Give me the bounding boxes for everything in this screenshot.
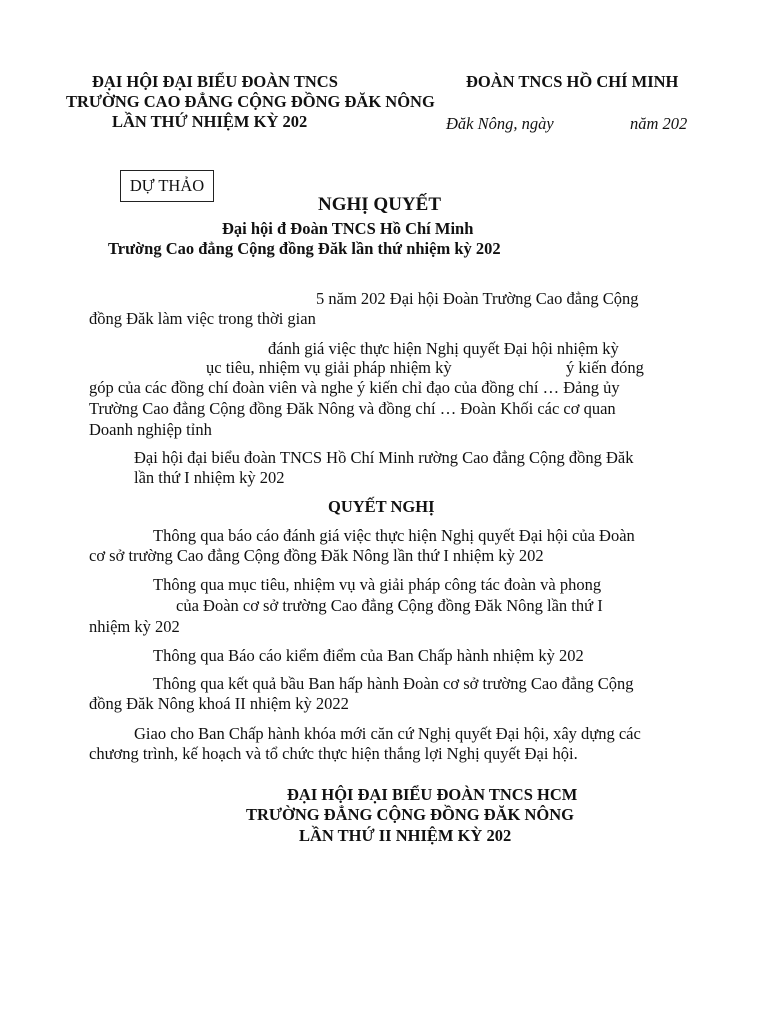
header-year: năm 202 [630,114,688,133]
signature-line3: LẦN THỨ II NHIỆM KỲ 202 [299,826,512,845]
item5-line1: Giao cho Ban Chấp hành khóa mới căn cứ Nghị quyết Đại hội, xây dựng các [134,724,641,743]
item4-line2: đồng Đăk Nông khoá II nhiệm kỳ 2022 [89,694,349,713]
item2-line3: nhiệm kỳ 202 [89,617,180,636]
document-title: NGHỊ QUYẾT [318,194,441,215]
item5-line2: chương trình, kế hoạch và tổ chức thực hiện thắng lợi Nghị quyết Đại hội. [89,744,578,763]
header-left-line2: TRƯỜNG CAO ĐẲNG CỘNG ĐỒNG ĐĂK NÔNG [66,92,435,111]
header-left-line3: LẦN THỨ NHIỆM KỲ 202 [112,112,308,131]
item3-line1: Thông qua Báo cáo kiểm điểm của Ban Chấp hành nhiệm kỳ 202 [153,646,584,665]
intro-p2-line2a: ục tiêu, nhiệm vụ giải pháp nhiệm kỳ [206,358,452,377]
header-left-line1: ĐẠI HỘI ĐẠI BIỂU ĐOÀN TNCS [92,72,338,91]
item4-line1: Thông qua kết quả bầu Ban hấp hành Đoàn cơ sở trường Cao đẳng Cộng [153,674,634,693]
item1-line2: cơ sở trường Cao đẳng Cộng đồng Đăk Nông lần thứ I nhiệm kỳ 202 [89,546,544,565]
header-right-line1: ĐOÀN TNCS HỒ CHÍ MINH [466,72,679,91]
item2-line1: Thông qua mục tiêu, nhiệm vụ và giải pháp công tác đoàn và phong [153,575,602,594]
draft-label-box [120,170,214,202]
intro-p1-line1: 5 năm 202 Đại hội Đoàn Trường Cao đẳng Cộng [316,289,639,308]
intro-p2-line5: Doanh nghiệp tỉnh [89,420,212,439]
intro-p2-line3: góp của các đồng chí đoàn viên và nghe ý kiến chỉ đạo của đồng chí … Đảng ủy [89,378,620,397]
intro-p2-line1: đánh giá việc thực hiện Nghị quyết Đại hội nhiệm kỳ [268,339,619,358]
signature-line2: TRƯỜNG ĐẲNG CỘNG ĐỒNG ĐĂK NÔNG [246,805,575,824]
signature-line1: ĐẠI HỘI ĐẠI BIỂU ĐOÀN TNCS HCM [287,785,578,804]
intro-p3-line2: lần thứ I nhiệm kỳ 202 [134,468,285,487]
draft-label: DỰ THẢO [129,176,205,195]
title-sub-line2: Trường Cao đẳng Cộng đồng Đăk lần thứ nhiệm kỳ 202 [108,239,501,258]
intro-p2-line2b: ý kiến đóng [566,358,644,377]
intro-p3-line1: Đại hội đại biểu đoàn TNCS Hồ Chí Minh rường Cao đẳng Cộng đồng Đăk [134,448,634,467]
title-sub-line1: Đại hội đ Đoàn TNCS Hồ Chí Minh [222,219,474,238]
header-place-date: Đăk Nông, ngày [446,114,554,133]
intro-p1-line2: đồng Đăk làm việc trong thời gian [89,309,316,328]
resolution-heading: QUYẾT NGHỊ [328,497,435,516]
item1-line1: Thông qua báo cáo đánh giá việc thực hiện Nghị quyết Đại hội của Đoàn [153,526,635,545]
item2-line2: của Đoàn cơ sở trường Cao đẳng Cộng đồng Đăk Nông lần thứ I [176,596,603,615]
intro-p2-line4: Trường Cao đẳng Cộng đồng Đăk Nông và đồng chí … Đoàn Khối các cơ quan [89,399,616,418]
